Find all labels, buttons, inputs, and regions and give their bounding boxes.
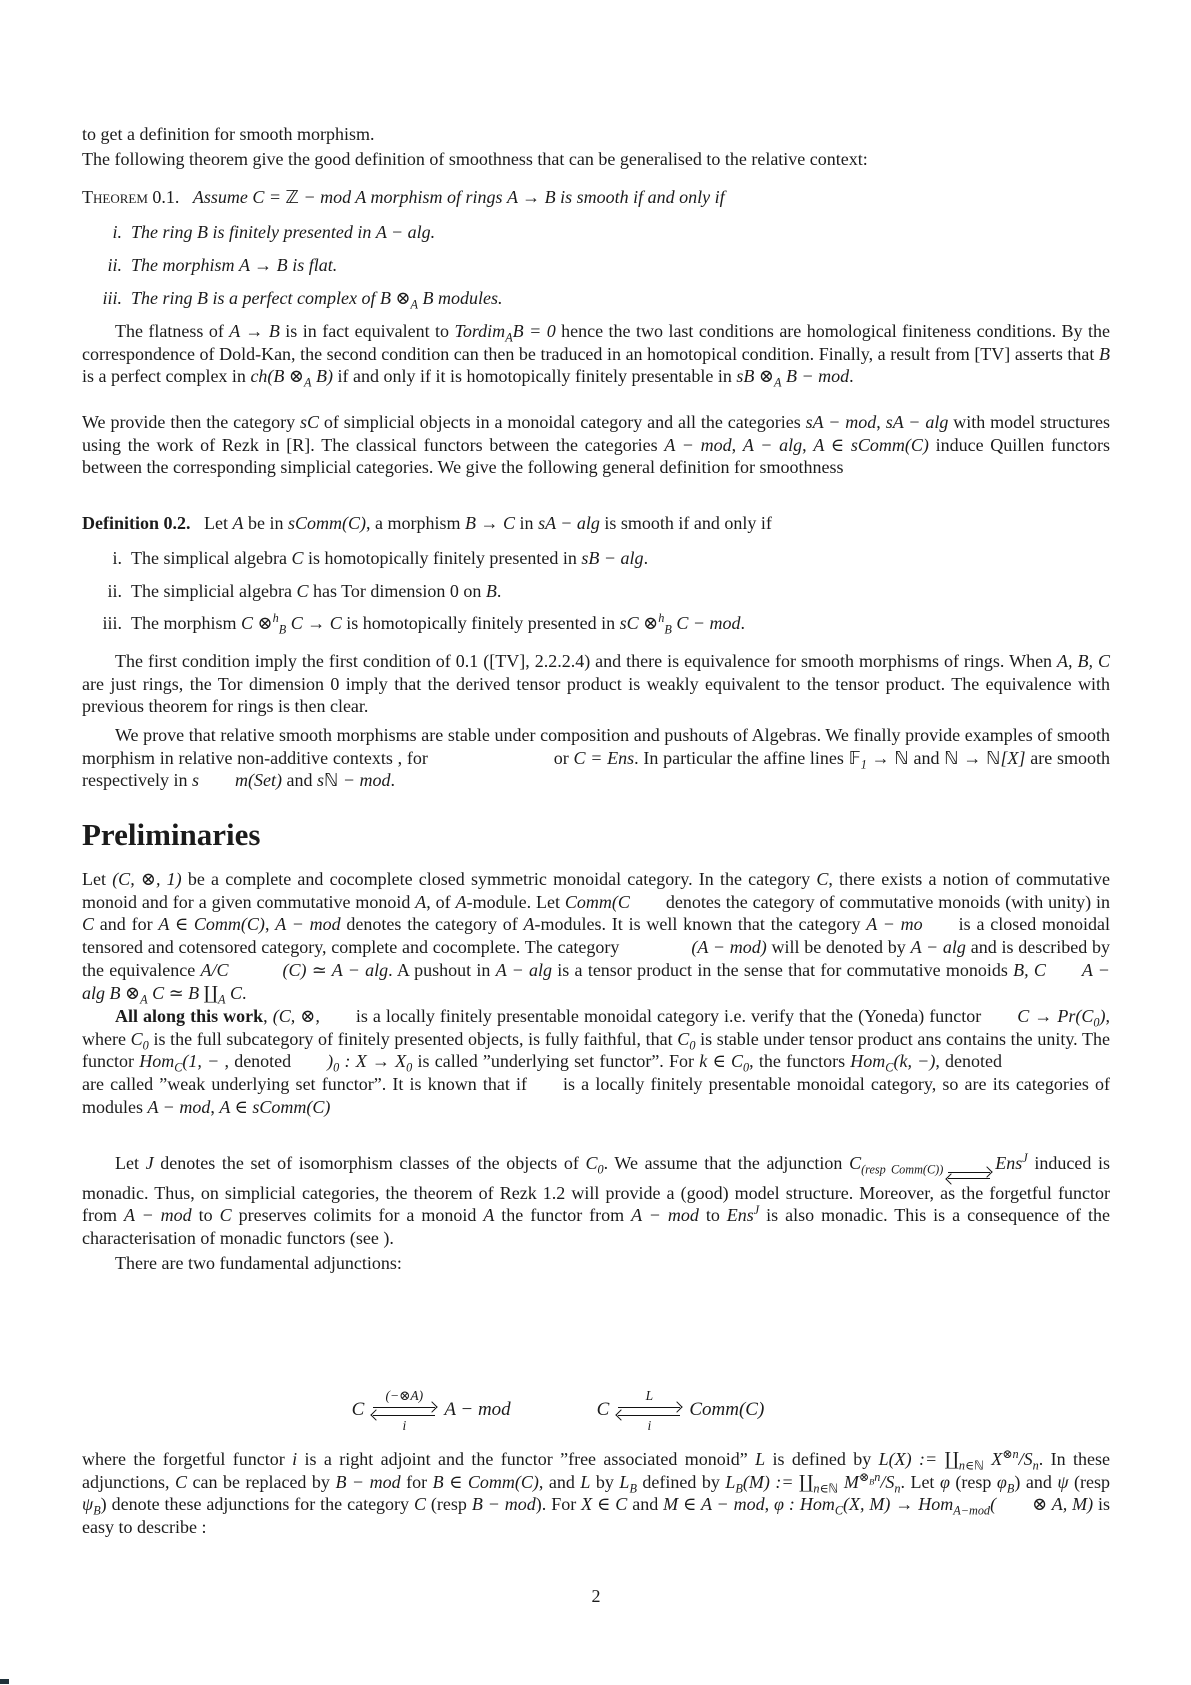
theorem-item-iii (82, 287, 1110, 310)
right-arrow-icon (618, 1407, 680, 1408)
item-text: The ring B is finitely presented in A − alg. (131, 222, 436, 242)
page-number: 2 (591, 1586, 601, 1606)
theorem-statement (82, 186, 1110, 209)
paragraph-prove: We prove that relative smooth morphisms are stable under composition and pushouts of Algebras. We finally provide examples of smooth morphism in relative non-additive contexts , for or C = Ens. In particular the affine lines 𝔽$_1$ → ℕ and ℕ → ℕ[X] are smooth respectively in s m(Set) and sℕ − mod. (82, 725, 1110, 791)
item-numeral: i. (112, 548, 122, 568)
theorem-label: Theorem 0.1. (82, 187, 180, 207)
fundamental-adjunctions-line: There are two fundamental adjunctions: (115, 1253, 402, 1273)
theorem-item-ii (82, 254, 1110, 277)
adjunction-target: A − mod (444, 1399, 511, 1421)
paragraph-flatness: The flatness of A → B is in fact equivalent to Tordim$_A$B = 0 hence the two last conditions are homological finiteness conditions. By the correspondence of Dold-Kan, the second condition can then be traduced in an homotopical condition. Finally, a result from [TV] asserts that B is a perfect complex in ch(B $\otimes_A$ B) if and only if it is homotopically finitely presentable in sB $\otimes_A$ B − mod. (82, 321, 1110, 390)
paragraph-first-condition: The first condition imply the first condition of 0.1 ([TV], 2.2.2.4) and there is equivalence for smooth morphisms of rings. When A, B, C are just rings, the Tor dimension 0 imply that the derived tensor product is weakly equivalent to the tensor product. The equivalence with previous theorem for rings is then clear. (82, 651, 1111, 717)
adjunction-top-label: L (645, 1388, 654, 1403)
item-numeral: i. (112, 222, 122, 242)
item-text: The simplicial algebra C has Tor dimension 0 on B. (131, 581, 502, 601)
definition-statement (82, 512, 1110, 535)
preliminaries-paragraph-1: Let (C, ⊗, 1) be a complete and cocomplete closed symmetric monoidal category. In the category C, there exists a notion of commutative monoid and for a given commutative monoid A, of A-module. Let Comm(C denotes the category of commutative monoids (with unity) in C and for A ∈ Comm(C), A − mod denotes the category of A-modules. It is well known that the category A − mo is a closed monoidal tensored and cotensored category, complete and cocomplete. The category (A − mod) will be denoted by A − alg and is described by the equivalence A/C (C) ≃ A − alg. A pushout in A − alg is a tensor product in the sense that for commutative monoids B, C A − alg B $\otimes_A$ C ≃ B $∐_A$ C. (82, 869, 1111, 1007)
scan-artifact (0, 1679, 9, 1684)
paragraph-provide: We provide then the category sC of simplicial objects in a monoidal category and all the categories sA − mod, sA − alg with model structures using the work of Rezk in [R]. The classical functors between the categories A − mod, A − alg, A ∈ sComm(C) induce Quillen functors between the corresponding simplicial categories. We give the following general definition for smoothness (82, 412, 1111, 478)
adjunction-tensor (351, 1383, 511, 1434)
adjunction-bottom-label: i (402, 1418, 407, 1434)
definition-item-i (82, 547, 1110, 570)
adjunction-free-monoid (596, 1383, 765, 1434)
item-numeral: iii. (102, 288, 122, 308)
item-text: The ring B is a perfect complex of B $\otimes_A$ B modules. (131, 288, 503, 312)
adjunction-target: Comm(C) (689, 1399, 765, 1421)
definition-label: Definition 0.2. (82, 513, 191, 533)
paragraph-where: where the forgetful functor i is a right adjoint and the functor ”free associated monoid” L is defined by L(X) := $∐_{n\in ℕ}$ $X^{\otimes n}/S_n$. In these adjunctions, C can be replaced by B − mod for B ∈ Comm(C), and L by $L_B$ defined by $L_B(M)$ := $∐_{n\in ℕ}$ $M^{\otimes_Bn}/S_n$. Let φ (resp $\varphi_B$) and ψ (resp $\psi_B$) denote these adjunctions for the category C (resp B − mod). For X ∈ C and M ∈ A − mod, φ : Hom$_C$(X, M) → Hom$_{A-mod}$( ⊗ A, M) is easy to describe : (82, 1447, 1111, 1538)
adjunction-arrows (618, 1389, 680, 1433)
theorem-text: Assume C = ℤ − mod A morphism of rings A → B is smooth if and only if (192, 187, 725, 207)
left-arrow-icon (618, 1415, 680, 1416)
item-numeral: iii. (102, 613, 122, 633)
theorem-item-i (82, 221, 1110, 244)
item-numeral: ii. (107, 581, 122, 601)
definition-item-ii (82, 580, 1110, 603)
intro-line-1: to get a definition for smooth morphism. (82, 124, 375, 144)
intro-line-2: The following theorem give the good definition of smoothness that can be generalised to the relative context: (82, 149, 868, 169)
section-heading-preliminaries: Preliminaries (82, 817, 261, 852)
definition-item-iii (82, 612, 1110, 635)
item-text: The morphism C ⊗$^h_B$ C → C is homotopically finitely presented in sC ⊗$^h_B$ C − mod. (131, 611, 746, 637)
adjunction-arrows (373, 1389, 435, 1433)
adjunction-diagram (44, 1383, 1072, 1434)
adjunction-bottom-label: i (647, 1418, 652, 1434)
left-arrow-icon (373, 1415, 435, 1416)
preliminaries-paragraph-2: All along this work, (C, ⊗, is a locally finitely presentable monoidal category i.e. verify that the (Yoneda) functor $C \to Pr(C_0)$, where $C_0$ is the full subcategory of finitely presented objects, is fully faithful, that $C_0$ is stable under tensor product ans contains the unity. The functor Hom$_C$(1, − , denoted )$_0$ : $X \to X_0$ is called ”underlying set functor”. For k ∈ $C_0$, the functors Hom$_C$(k, −), denoted are called ”weak underlying set functor”. It is known that if is a locally finitely presentable monoidal category, so are its categories of modules A − mod, A ∈ sComm(C) (82, 1006, 1111, 1117)
preliminaries-paragraph-3: Let J denotes the set of isomorphism classes of the objects of $C_0$. We assume that the adjunction $C_{(resp Comm(C))}$ Ens$^J$ induced is monadic. Thus, on simplicial categories, the theorem of Rezk 1.2 will provide a (good) model structure. Moreover, as the forgetful functor from A − mod to C preserves colimits for a monoid A the functor from A − mod to Ens$^J$ is also monadic. This is a consequence of the characterisation of monadic functors (see ). (82, 1151, 1110, 1249)
right-arrow-icon (373, 1407, 435, 1408)
adjunction-source: C (596, 1399, 610, 1421)
definition-text: Let A be in sComm(C), a morphism B → C in sA − alg is smooth if and only if (204, 513, 772, 533)
adjunction-source: C (351, 1399, 365, 1421)
item-text: The morphism A → B is flat. (131, 255, 338, 275)
adjunction-top-label: (−⊗A) (385, 1388, 424, 1403)
adjunction-arrows-icon (948, 1169, 990, 1181)
item-numeral: ii. (107, 255, 122, 275)
item-text: The simplical algebra C is homotopically finitely presented in sB − alg. (131, 548, 649, 568)
